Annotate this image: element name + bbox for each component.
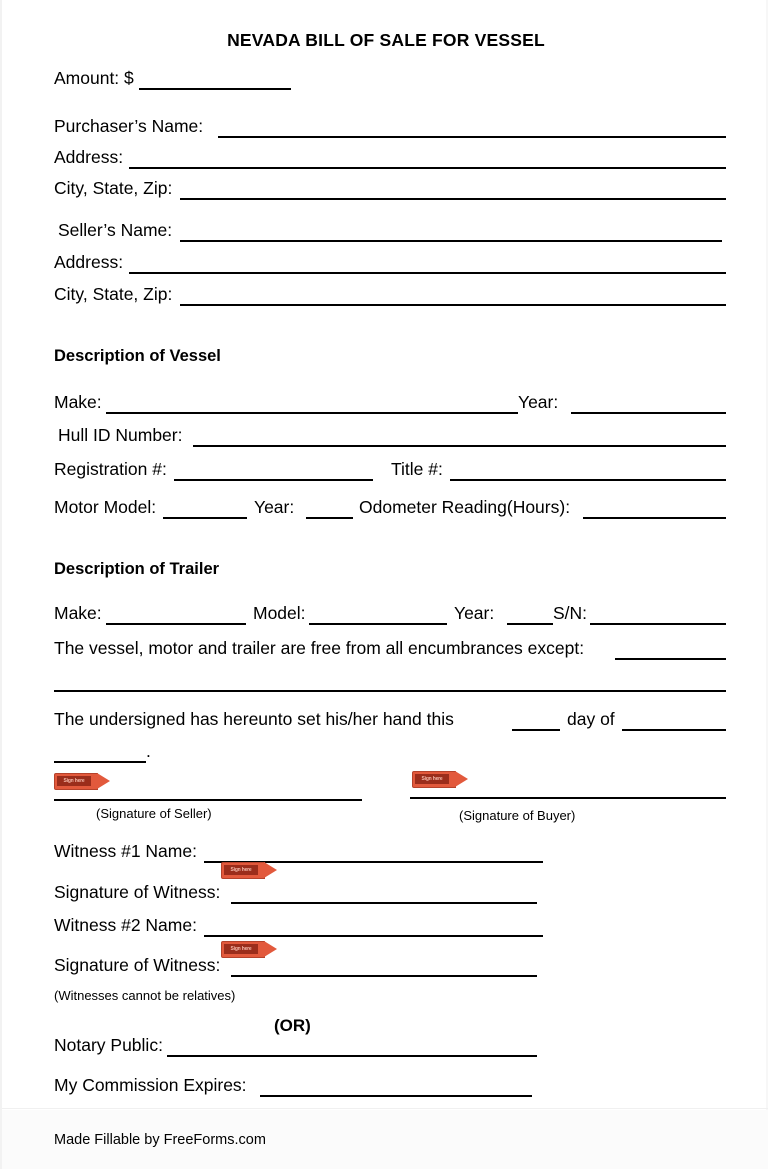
vessel-make-input-rule[interactable]: [106, 412, 518, 414]
trailer-model-label: Model:: [253, 603, 306, 623]
sign-here-tag-point: [97, 773, 110, 789]
execution-month-input-rule[interactable]: [622, 729, 726, 731]
encumbrances-text: The vessel, motor and trailer are free from all encumbrances except:: [54, 638, 585, 658]
sign-here-tag-point: [264, 941, 277, 957]
seller-name-input-rule[interactable]: [180, 240, 722, 242]
vessel-odometer-input-rule[interactable]: [583, 517, 726, 519]
witness2-name-input-rule[interactable]: [204, 935, 543, 937]
execution-text: The undersigned has hereunto set his/her hand this: [54, 709, 454, 729]
purchaser-address-input-rule[interactable]: [129, 167, 726, 169]
vessel-registration-input-rule[interactable]: [174, 479, 373, 481]
notary-public-input-rule[interactable]: [167, 1055, 537, 1057]
witness1-signature-label: Signature of Witness:: [54, 882, 221, 902]
vessel-registration-label: Registration #:: [54, 459, 167, 479]
trailer-model-input-rule[interactable]: [309, 623, 447, 625]
notary-public-label: Notary Public:: [54, 1035, 163, 1055]
buyer-signature-rule[interactable]: [410, 797, 726, 799]
buyer-signature-caption: (Signature of Buyer): [459, 808, 576, 823]
trailer-make-label: Make:: [54, 603, 102, 623]
witness-note: (Witnesses cannot be relatives): [54, 988, 236, 1003]
vessel-hull-id-label: Hull ID Number:: [58, 425, 183, 445]
trailer-sn-label: S/N:: [553, 603, 588, 623]
sign-here-tag-label: Sign here: [224, 944, 258, 954]
vessel-odometer-label: Odometer Reading(Hours):: [359, 497, 571, 517]
witness2-signature-input-rule[interactable]: [231, 975, 537, 977]
execution-period: .: [146, 741, 151, 761]
purchaser-city-state-zip-input-rule[interactable]: [180, 198, 726, 200]
seller-city-state-zip-input-rule[interactable]: [180, 304, 726, 306]
vessel-make-label: Make:: [54, 392, 102, 412]
purchaser-name-input-rule[interactable]: [218, 136, 726, 138]
execution-day-of-label: day of: [567, 709, 615, 729]
seller-signature-caption: (Signature of Seller): [96, 806, 212, 821]
witness2-signature-label: Signature of Witness:: [54, 955, 221, 975]
witness1-signature-input-rule[interactable]: [231, 902, 537, 904]
commission-expires-label: My Commission Expires:: [54, 1075, 247, 1095]
sign-here-tag-label: Sign here: [224, 865, 258, 875]
execution-year-input-rule[interactable]: [54, 761, 146, 763]
commission-expires-input-rule[interactable]: [260, 1095, 532, 1097]
seller-city-state-zip-label: City, State, Zip:: [54, 284, 173, 304]
vessel-motor-model-input-rule[interactable]: [163, 517, 247, 519]
encumbrances-input-rule-2[interactable]: [54, 690, 726, 692]
seller-name-label: Seller’s Name:: [58, 220, 173, 240]
vessel-motor-year-input-rule[interactable]: [306, 517, 353, 519]
vessel-hull-id-input-rule[interactable]: [193, 445, 726, 447]
sign-here-tag-label: Sign here: [415, 774, 449, 784]
page-bottom-divider: [2, 1108, 768, 1109]
purchaser-address-label: Address:: [54, 147, 124, 167]
encumbrances-input-rule-1[interactable]: [615, 658, 726, 660]
vessel-year-input-rule[interactable]: [571, 412, 726, 414]
footer-attribution: Made Fillable by FreeForms.com: [54, 1132, 266, 1148]
vessel-year-label: Year:: [518, 392, 559, 412]
witness1-name-label: Witness #1 Name:: [54, 841, 197, 861]
vessel-section-heading: Description of Vessel: [54, 347, 221, 365]
sign-here-tag-buyer[interactable]: [412, 771, 468, 788]
seller-address-input-rule[interactable]: [129, 272, 726, 274]
or-separator-label: (OR): [274, 1016, 311, 1035]
trailer-year-label: Year:: [454, 603, 495, 623]
sign-here-tag-point: [455, 771, 468, 787]
vessel-title-label: Title #:: [391, 459, 443, 479]
page-title: NEVADA BILL OF SALE FOR VESSEL: [227, 30, 545, 50]
purchaser-city-state-zip-label: City, State, Zip:: [54, 178, 173, 198]
sign-here-tag-witness1[interactable]: [221, 862, 277, 879]
trailer-make-input-rule[interactable]: [106, 623, 246, 625]
trailer-sn-input-rule[interactable]: [590, 623, 726, 625]
sign-here-tag-point: [264, 862, 277, 878]
witness2-name-label: Witness #2 Name:: [54, 915, 197, 935]
amount-label: Amount: $: [54, 68, 134, 88]
vessel-motor-year-label: Year:: [254, 497, 295, 517]
trailer-section-heading: Description of Trailer: [54, 560, 220, 578]
sign-here-tag-witness2[interactable]: [221, 941, 277, 958]
purchaser-name-label: Purchaser’s Name:: [54, 116, 204, 136]
execution-day-input-rule[interactable]: [512, 729, 560, 731]
vessel-motor-model-label: Motor Model:: [54, 497, 157, 517]
seller-signature-rule[interactable]: [54, 799, 362, 801]
sign-here-tag-seller[interactable]: [54, 773, 110, 790]
seller-address-label: Address:: [54, 252, 124, 272]
trailer-year-input-rule[interactable]: [507, 623, 553, 625]
sign-here-tag-label: Sign here: [57, 776, 91, 786]
vessel-title-input-rule[interactable]: [450, 479, 726, 481]
amount-input-rule[interactable]: [139, 88, 291, 90]
